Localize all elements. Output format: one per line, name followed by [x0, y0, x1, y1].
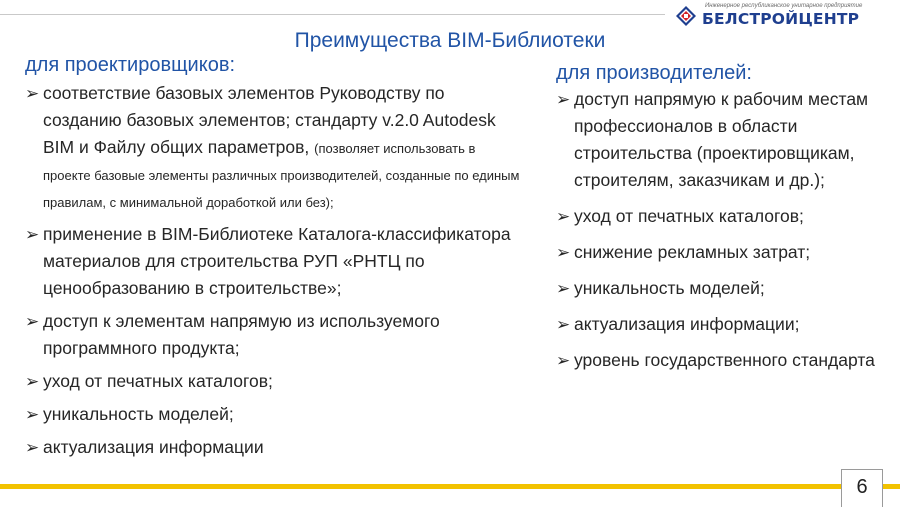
- list-item: [556, 275, 891, 302]
- arrowhead-bullet-icon: ➢: [556, 315, 571, 334]
- list-item: [25, 401, 525, 428]
- list-item-text: уникальность моделей;: [43, 404, 234, 424]
- arrowhead-bullet-icon: ➢: [556, 279, 571, 298]
- list-item-text: актуализация информации: [43, 437, 264, 457]
- list-item-text: уникальность моделей;: [574, 278, 765, 298]
- arrowhead-bullet-icon: ➢: [556, 351, 571, 370]
- list-item-text: соответствие базовых элементов Руководству по созданию базовых элементов; стандарту v.2.0 Autodesk BIM и Файлу общих параметров,: [43, 83, 496, 157]
- footer-divider: [0, 484, 900, 489]
- list-item-text: снижение рекламных затрат;: [574, 242, 811, 262]
- list-item: [25, 308, 525, 362]
- list-item: [556, 311, 891, 338]
- list-item: [556, 86, 891, 194]
- logo-name: БЕЛСТРОЙЦЕНТР: [702, 10, 860, 28]
- header-divider: [0, 14, 665, 15]
- arrowhead-bullet-icon: ➢: [556, 243, 571, 262]
- arrowhead-bullet-icon: ➢: [25, 438, 40, 457]
- company-logo: [675, 2, 890, 28]
- list-item-text: применение в BIM-Библиотеке Каталога-классификатора материалов для строительства РУП «РНТЦ по ценообразованию в строительстве»;: [43, 224, 511, 298]
- page-number: 6: [841, 469, 883, 507]
- arrowhead-bullet-icon: ➢: [25, 84, 40, 103]
- list-item-text: уровень государственного стандарта: [574, 350, 875, 370]
- list-item-text: доступ к элементам напрямую из используемого программного продукта;: [43, 311, 440, 358]
- arrowhead-bullet-icon: ➢: [556, 90, 571, 109]
- right-column-heading: для производителей:: [556, 62, 752, 84]
- list-item: [25, 80, 525, 215]
- list-item: [556, 347, 891, 374]
- list-item: [556, 239, 891, 266]
- arrowhead-bullet-icon: ➢: [556, 207, 571, 226]
- arrowhead-bullet-icon: ➢: [25, 312, 40, 331]
- list-item-text: уход от печатных каталогов;: [43, 371, 273, 391]
- list-item-note: (позволяет использовать в проекте базовые элементы различных производителей, созданные по единым правилам, с минимальной доработкой или без);: [43, 141, 520, 210]
- list-item: [25, 368, 525, 395]
- arrowhead-bullet-icon: ➢: [25, 405, 40, 424]
- manufacturers-benefits-list: [556, 86, 891, 383]
- designers-benefits-list: [25, 80, 525, 467]
- list-item-text: доступ напрямую к рабочим местам профессионалов в области строительства (проектировщикам, строителям, заказчикам и др.);: [574, 89, 869, 190]
- list-item: [556, 203, 891, 230]
- arrowhead-bullet-icon: ➢: [25, 225, 40, 244]
- arrowhead-bullet-icon: ➢: [25, 372, 40, 391]
- list-item-text: актуализация информации;: [574, 314, 800, 334]
- list-item: [25, 434, 525, 461]
- belstroicenter-logo-icon: [675, 5, 697, 27]
- list-item: [25, 221, 525, 302]
- left-column-heading: для проектировщиков:: [25, 54, 236, 76]
- slide-title: Преимущества BIM-Библиотеки: [294, 29, 606, 52]
- logo-tagline: Инженерное республиканское унитарное предприятие: [705, 3, 863, 9]
- list-item-text: уход от печатных каталогов;: [574, 206, 804, 226]
